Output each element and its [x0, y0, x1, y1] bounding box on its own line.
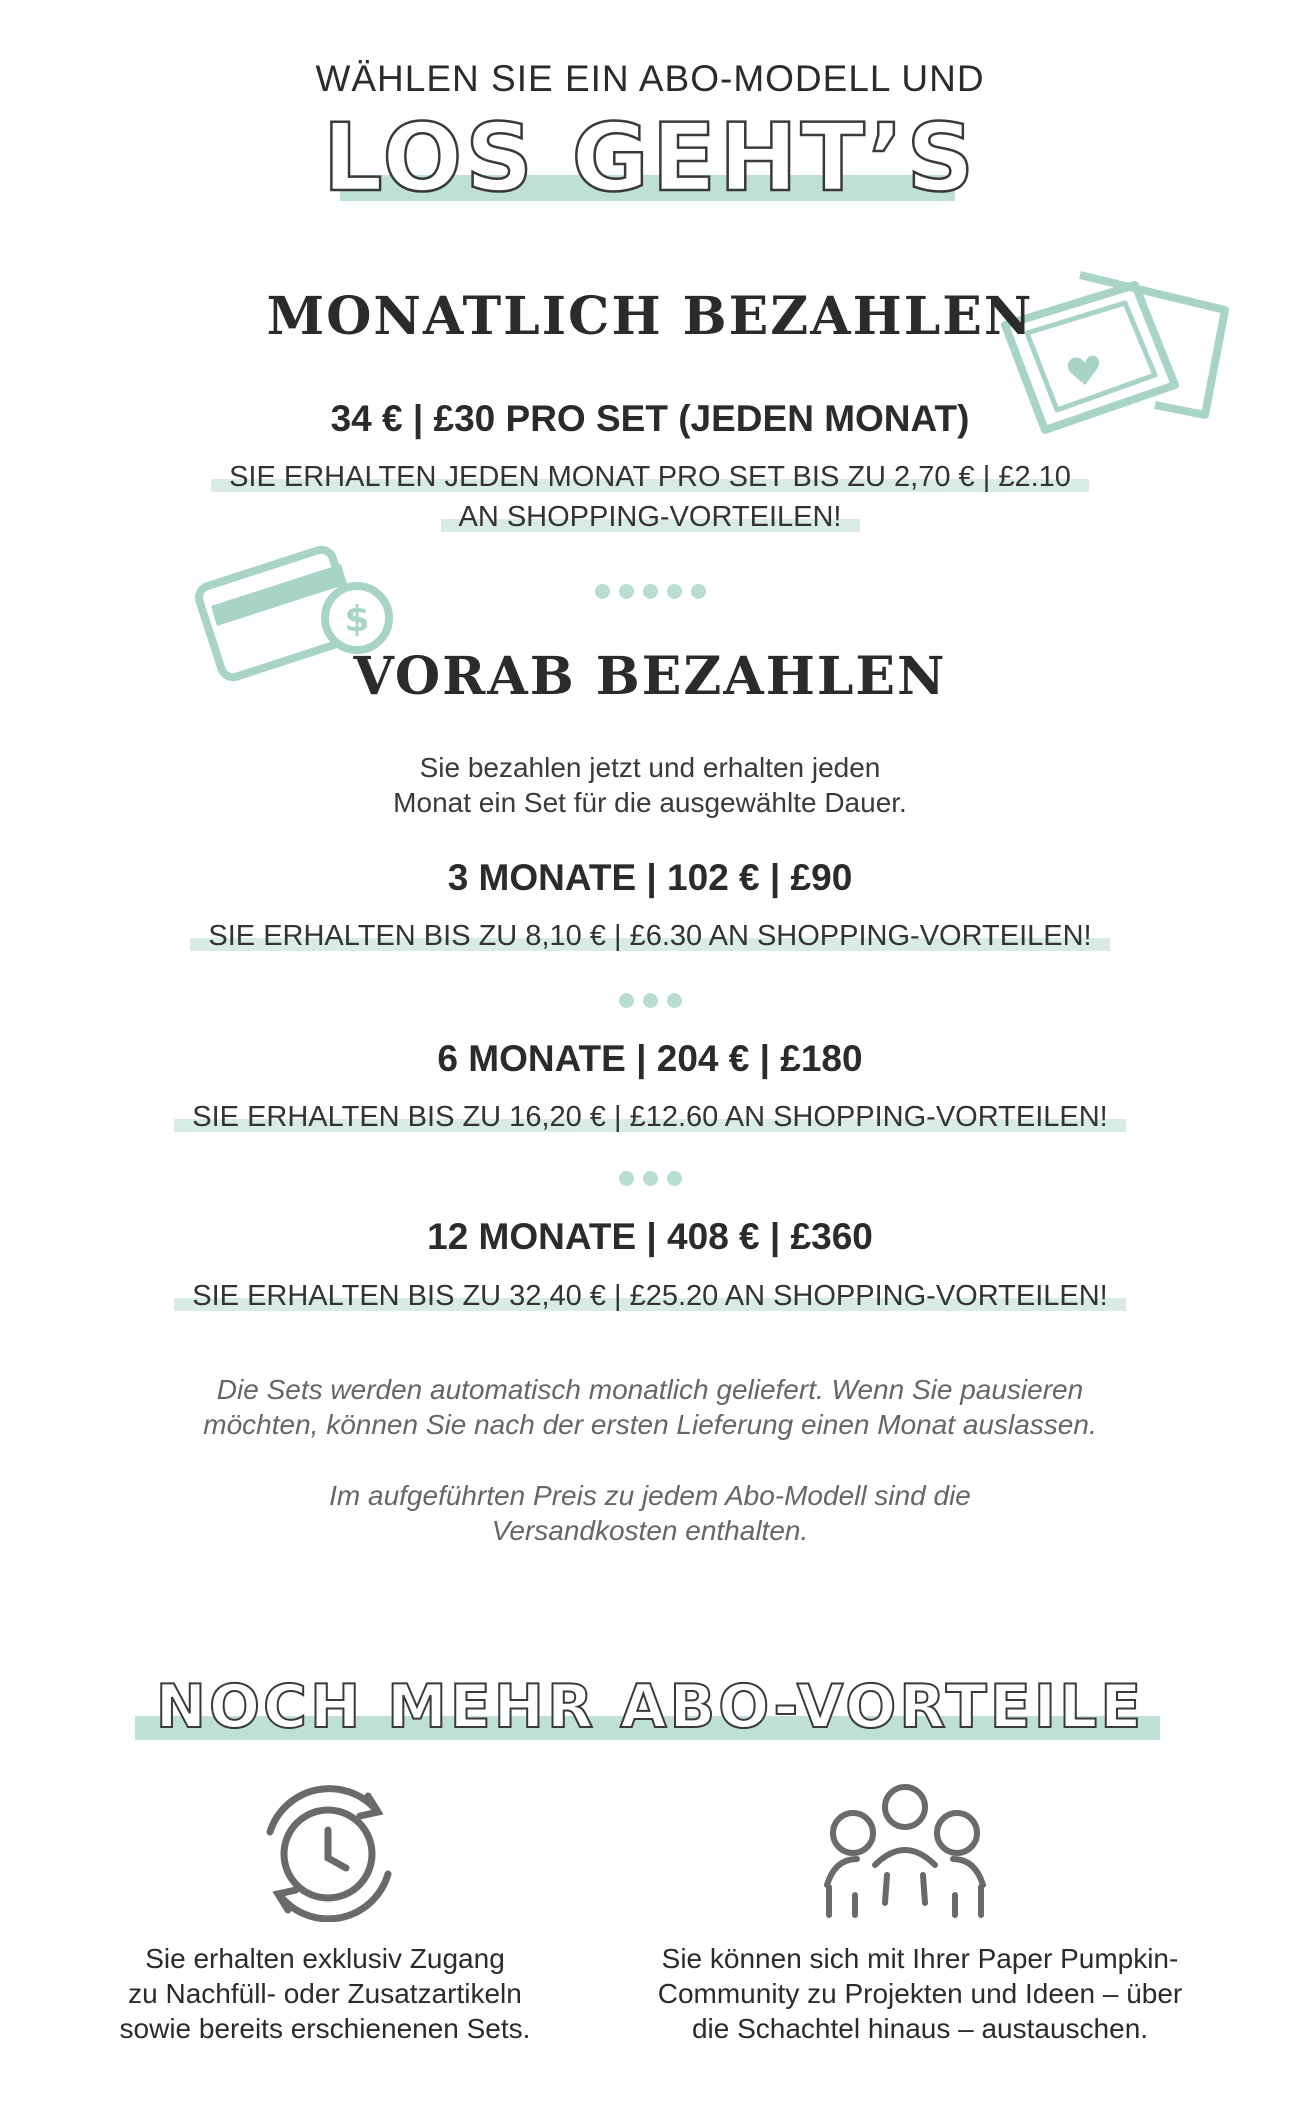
shipping-note-line2: Versandkosten enthalten.	[491, 1515, 809, 1546]
svg-text:$: $	[344, 599, 370, 640]
monthly-benefit-line2: AN SHOPPING-VORTEILEN!	[441, 498, 860, 536]
separator-dots	[0, 993, 1300, 1008]
benefit-left-line3: sowie bereits erschienenen Sets.	[119, 2013, 531, 2044]
intro-text: WÄHLEN SIE EIN ABO-MODELL UND	[315, 58, 985, 99]
benefit-right-line1: Sie können sich mit Ihrer Paper Pumpkin-	[661, 1943, 1179, 1974]
benefit-left-text	[65, 1941, 585, 2046]
plan-6-price: 6 MONATE | 204 € | £180	[437, 1038, 863, 1079]
clock-icon	[248, 1782, 408, 1922]
monthly-benefit-line1: SIE ERHALTEN JEDEN MONAT PRO SET BIS ZU 2,70 € | £2.10	[211, 458, 1089, 496]
plan-3-price: 3 MONATE | 102 € | £90	[447, 857, 853, 898]
main-title: LOS GEHT’S	[322, 104, 978, 213]
benefit-right-text	[640, 1941, 1200, 2046]
plan-6-benefit: SIE ERHALTEN BIS ZU 16,20 € | £12.60 AN SHOPPING-VORTEILEN!	[174, 1098, 1125, 1136]
plan-3-benefit: SIE ERHALTEN BIS ZU 8,10 € | £6.30 AN SHOPPING-VORTEILEN!	[190, 917, 1109, 955]
benefit-right-line2: Community zu Projekten und Ideen – über	[657, 1978, 1183, 2009]
benefit-left-line1: Sie erhalten exklusiv Zugang	[145, 1943, 505, 1974]
people-icon	[815, 1775, 995, 1925]
delivery-note-line1: Die Sets werden automatisch monatlich geliefert. Wenn Sie pausieren	[216, 1374, 1084, 1405]
benefits-title: NOCH MEHR ABO-VORTEILE	[155, 1672, 1145, 1742]
prepay-desc-line2: Monat ein Set für die ausgewählte Dauer.	[393, 787, 907, 818]
delivery-note-line2: möchten, können Sie nach der ersten Lieferung einen Monat auslassen.	[203, 1409, 1097, 1440]
separator-dots	[0, 1171, 1300, 1186]
shipping-note-line1: Im aufgeführten Preis zu jedem Abo-Modell sind die	[329, 1480, 971, 1511]
benefit-left-line2: zu Nachfüll- oder Zusatzartikeln	[128, 1978, 522, 2009]
prepay-desc-line1: Sie bezahlen jetzt und erhalten jeden	[419, 752, 881, 783]
prepay-heading: VORAB BEZAHLEN	[353, 646, 947, 707]
monthly-heading: MONATLICH BEZAHLEN	[266, 286, 1034, 347]
plan-12-price: 12 MONATE | 408 € | £360	[427, 1216, 873, 1257]
plan-12-benefit: SIE ERHALTEN BIS ZU 32,40 € | £25.20 AN SHOPPING-VORTEILEN!	[174, 1277, 1125, 1315]
monthly-price: 34 € | £30 PRO SET (JEDEN MONAT)	[330, 398, 970, 439]
benefit-right-line3: die Schachtel hinaus – austauschen.	[691, 2013, 1149, 2044]
